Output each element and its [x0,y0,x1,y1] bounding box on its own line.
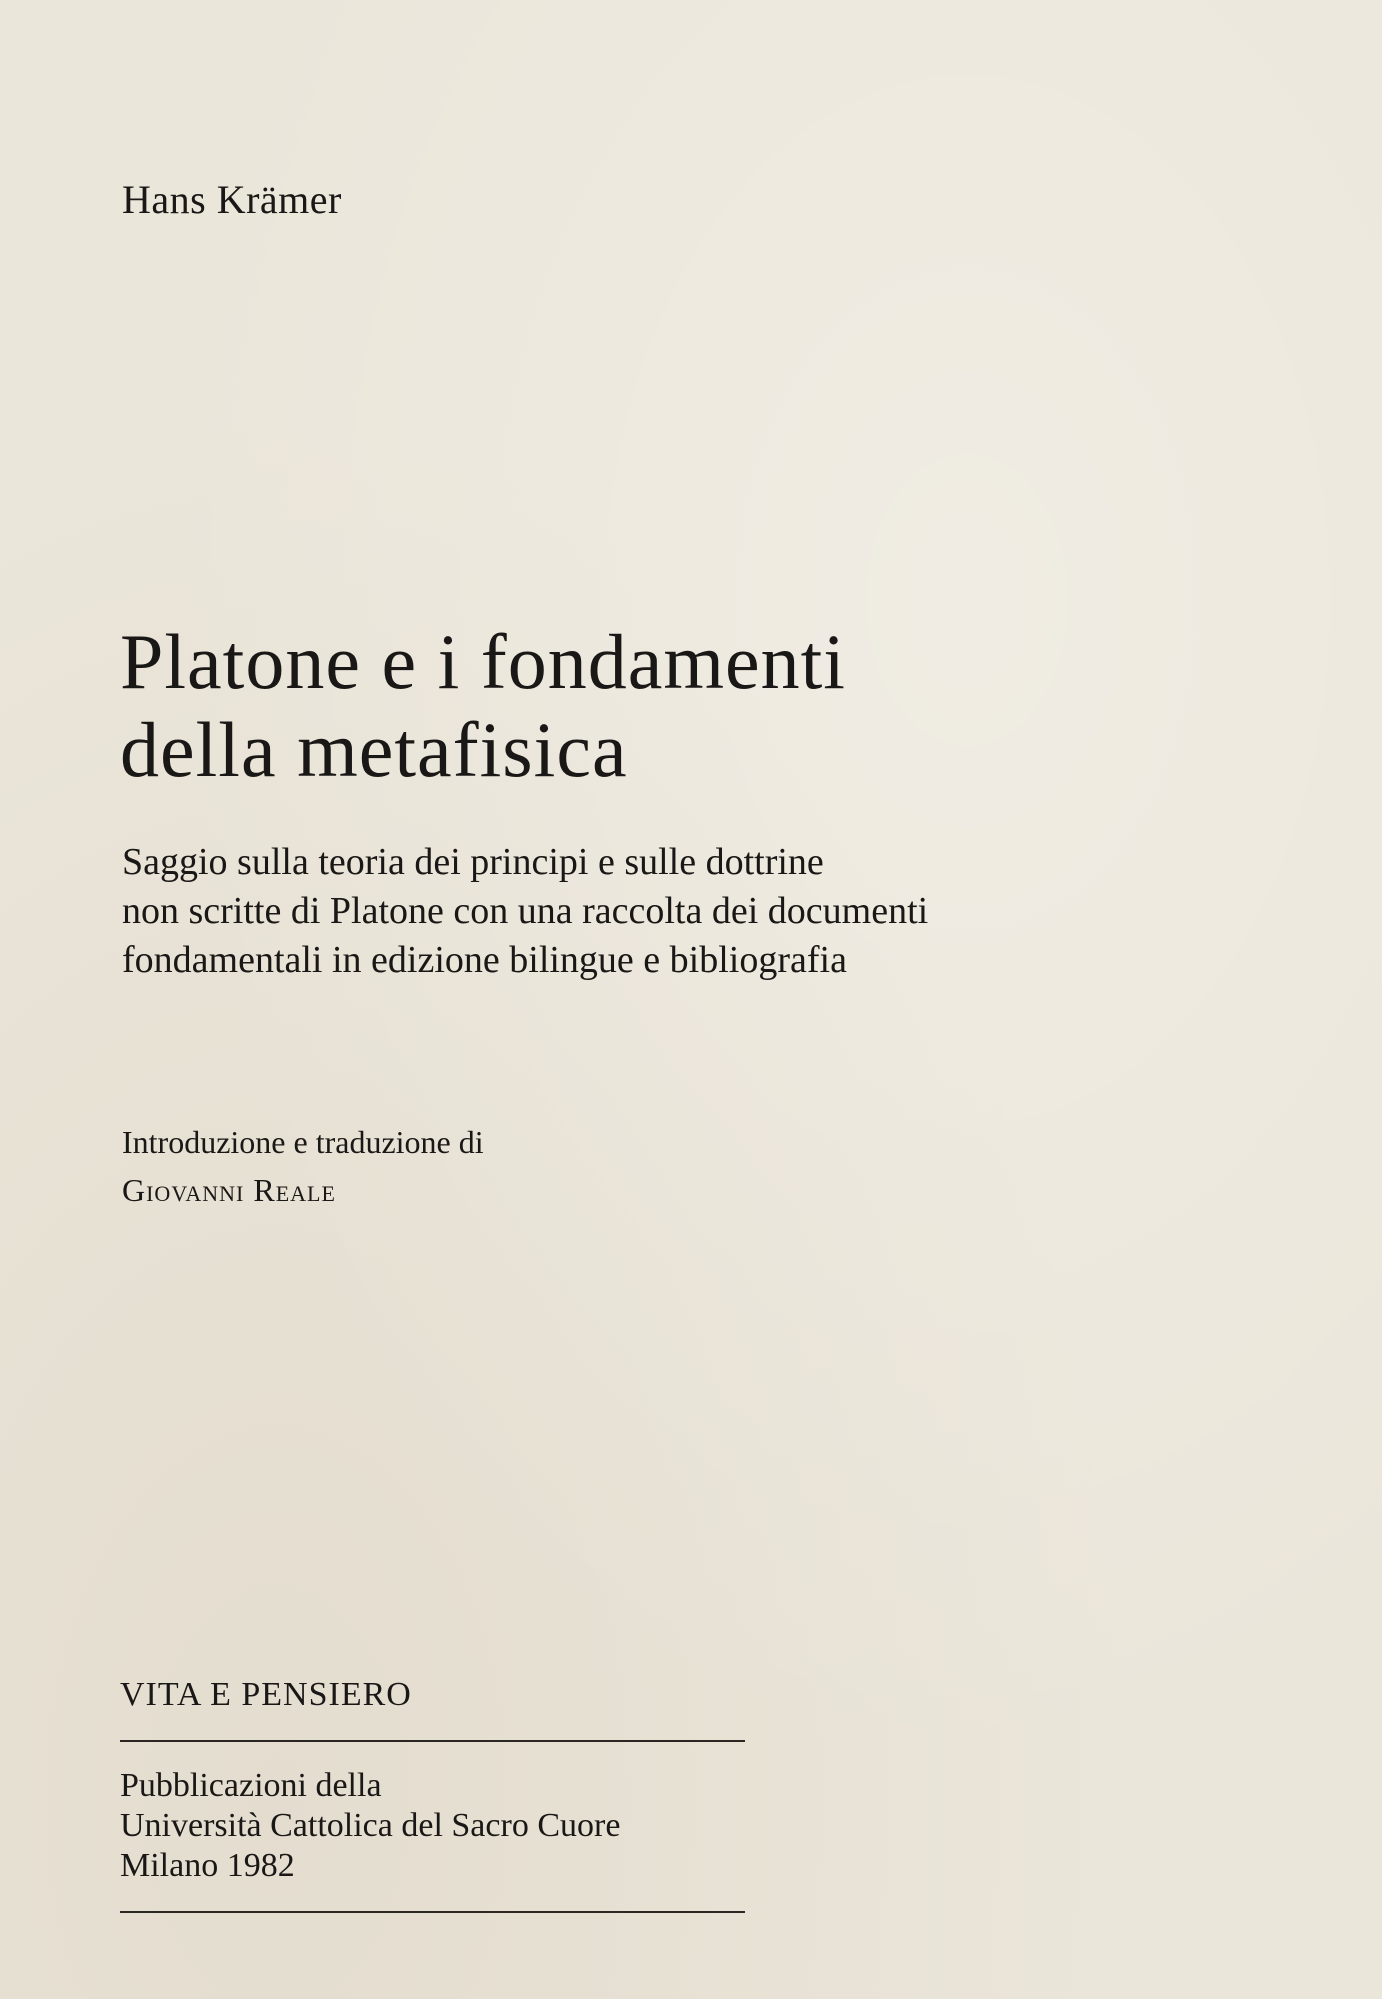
subtitle-line-1: Saggio sulla teoria dei principi e sulle dottrine [122,841,824,883]
subtitle-line-3: fondamentali in edizione bilingue e bibliografia [122,939,847,981]
book-subtitle [122,838,1272,985]
imprint [120,1766,620,1886]
author-name: Hans Krämer [122,177,342,222]
translation-credit [122,1118,484,1214]
book-title-line-1: Platone e i fondamenti [120,618,846,705]
imprint-line-2: Università Cattolica del Sacro Cuore [120,1807,621,1844]
imprint-line-3: Milano 1982 [120,1847,295,1884]
divider-top [120,1740,745,1742]
divider-bottom [120,1911,745,1913]
translation-label: Introduzione e traduzione di [122,1124,484,1160]
translator-name: Giovanni Reale [122,1172,336,1208]
imprint-line-1: Pubblicazioni della [120,1767,382,1804]
publisher-name: VITA E PENSIERO [120,1676,412,1713]
subtitle-line-2: non scritte di Platone con una raccolta dei documenti [122,890,929,932]
book-title-line-2: della metafisica [120,706,628,793]
book-title [120,618,846,794]
